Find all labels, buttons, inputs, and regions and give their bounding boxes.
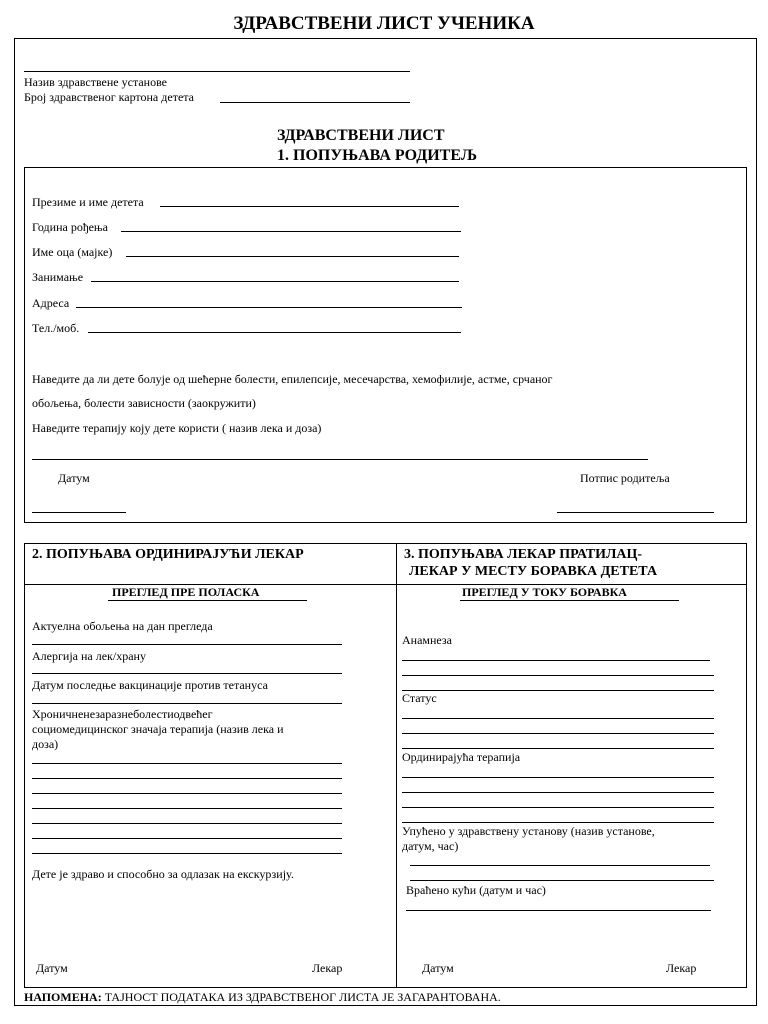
field-phone-line [88,332,461,333]
field-occupation-label: Занимање [32,270,84,284]
current-illness-label: Актуелна обољења на дан прегледа [32,619,213,633]
section1-signature-label: Потпис родитеља [580,471,670,485]
chronic-answer-line [32,838,342,839]
field-parent-name-label: Име оца (мајке) [32,245,113,259]
note-text: ТАЈНОСТ ПОДАТАКА ИЗ ЗДРАВСТВЕНОГ ЛИСТА ЈЕ ЗАГАРАНТОВАНА. [101,990,501,1004]
chronic-illness-line3: доза) [32,737,59,751]
health-card-line [220,102,410,103]
field-address-label: Адреса [32,296,70,310]
therapy-answer-line [32,459,648,460]
section1-date-line [32,512,126,513]
chronic-answer-line [32,763,342,764]
section3-date-label: Датум [422,961,454,975]
anamnesis-line [402,690,714,691]
anamnesis-label: Анамнеза [402,633,452,647]
field-child-name-line [160,206,459,207]
field-child-name-label: Презиме и име детета [32,195,144,209]
therapy-label: Ординирајућа терапија [402,750,521,764]
allergy-line [32,673,342,674]
field-birth-year-label: Година рођења [32,220,108,234]
status-line [402,733,714,734]
referred-label-line2: датум, час) [402,839,459,853]
chronic-illness-line2: социомедицинског значаја терапија (назив лека и [32,722,284,736]
confidentiality-note [24,990,501,1004]
section1-subtitle: 1. ПОПУЊАВА РОДИТЕЉ [277,147,478,164]
referred-label-line1: Упућено у здравствену установу (назив установе, [402,824,655,838]
anamnesis-line [402,675,714,676]
section1-box [24,167,747,523]
returned-home-line [406,910,711,911]
section1-title: ЗДРАВСТВЕНИ ЛИСТ [277,127,445,144]
illness-question-line2: обољења, болести зависности (заокружити) [32,396,256,410]
section1-signature-line [557,512,714,513]
page-title: ЗДРАВСТВЕНИ ЛИСТ УЧЕНИКА [233,13,535,34]
section3-title-line1: 3. ПОПУЊАВА ЛЕКАР ПРАТИЛАЦ- [404,547,643,562]
chronic-illness-line1: Хроничненезаразнеболестиодвећег [32,707,213,721]
note-label: НАПОМЕНА: [24,990,102,1004]
section2-doctor-label: Лекар [312,961,343,975]
therapy-line [402,777,714,778]
status-line [402,718,714,719]
section3-subtitle-underline [460,600,679,601]
status-label: Статус [402,691,437,705]
sections-divider [396,543,397,988]
chronic-answer-line [32,823,342,824]
current-illness-line [32,644,342,645]
sections-2-3-box [24,543,747,988]
healthy-statement: Дете је здраво и способно за одлазак на екскурзију. [32,867,294,881]
therapy-line [402,792,714,793]
allergy-label: Алергија на лек/храну [32,649,146,663]
referred-line [410,880,714,881]
chronic-answer-line [32,793,342,794]
field-parent-name-line [126,256,459,257]
tetanus-label: Датум последње вакцинације против тетануса [32,678,268,692]
field-occupation-line [91,281,459,282]
section3-title-line2: ЛЕКАР У МЕСТУ БОРАВКА ДЕТЕТА [409,564,658,579]
status-line [402,748,714,749]
section2-subtitle-underline [108,600,307,601]
therapy-line [402,822,714,823]
therapy-line [402,807,714,808]
institution-name-label: Назив здравствене установе [24,75,167,89]
section3-subtitle: ПРЕГЛЕД У ТОКУ БОРАВКА [462,585,627,599]
section2-title: 2. ПОПУЊАВА ОРДИНИРАЈУЋИ ЛЕКАР [32,547,304,562]
tetanus-line [32,703,342,704]
health-card-label: Број здравственог картона детета [24,90,194,104]
anamnesis-line [402,660,710,661]
illness-question-line1: Наведите да ли дете болује од шећерне болести, епилепсије, месечарства, хемофилије, астме, срчаног [32,372,553,386]
field-address-line [76,307,462,308]
referred-line [410,865,710,866]
returned-home-label: Враћено кући (датум и час) [406,883,546,897]
section2-date-label: Датум [36,961,68,975]
section1-date-label: Датум [58,471,90,485]
therapy-question: Наведите терапију коју дете користи ( назив лека и доза) [32,421,322,435]
chronic-answer-line [32,853,342,854]
field-phone-label: Тел./моб. [32,321,80,335]
chronic-answer-line [32,778,342,779]
section2-subtitle: ПРЕГЛЕД ПРЕ ПОЛАСКА [112,585,260,599]
field-birth-year-line [121,231,461,232]
chronic-answer-line [32,808,342,809]
section3-doctor-label: Лекар [666,961,697,975]
institution-name-line [24,71,410,72]
